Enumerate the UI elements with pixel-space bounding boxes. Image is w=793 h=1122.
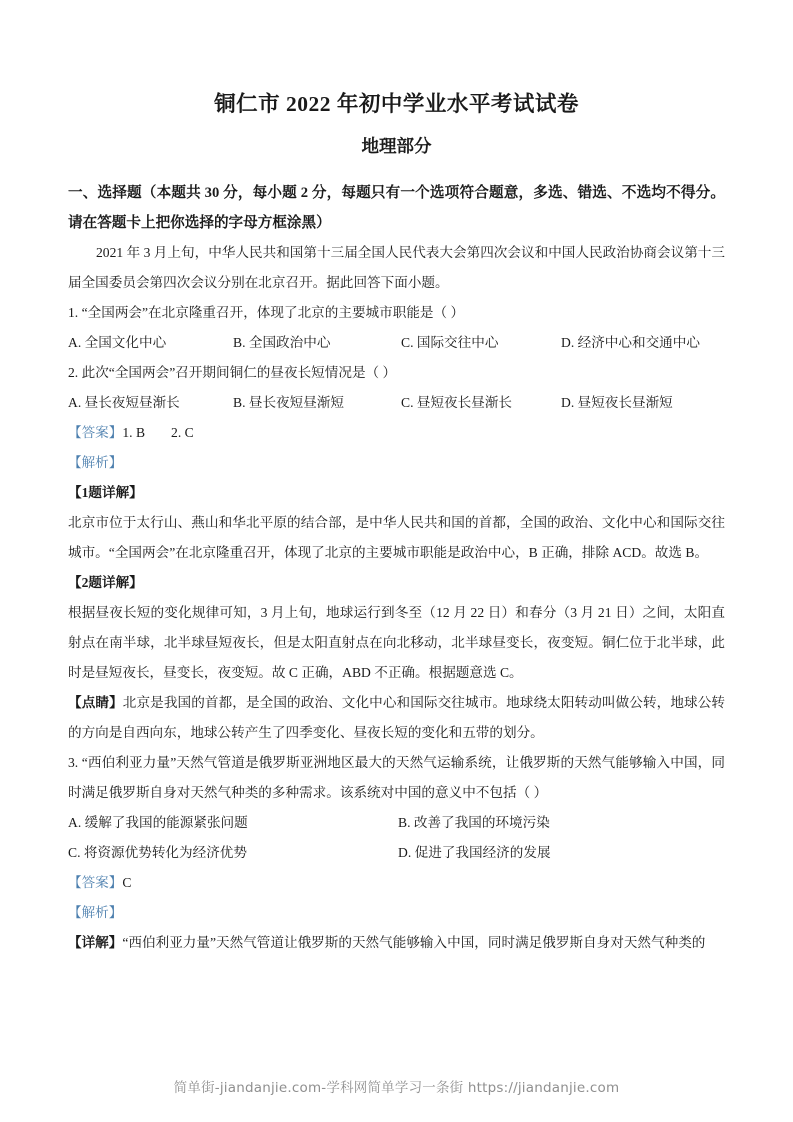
answer-value-1b: 2. C — [171, 424, 194, 440]
question-1-option-d[interactable]: D. 经济中心和交通中心 — [561, 334, 700, 350]
answer-value-2: C — [122, 874, 132, 890]
detail-3-paragraph — [68, 928, 725, 958]
question-1-options — [68, 328, 725, 358]
analysis-label-2: 【解析】 — [68, 904, 123, 920]
question-2-option-c[interactable]: C. 昼短夜长昼渐长 — [401, 394, 513, 410]
question-3-option-a[interactable]: A. 缓解了我国的能源紧张问题 — [68, 814, 248, 830]
tip-label: 【点睛】 — [68, 694, 123, 710]
question-2-text: 此次“全国两会”召开期间铜仁的昼夜长短情况是（ ） — [81, 364, 397, 380]
question-3-text: “西伯利亚力量”天然气管道是俄罗斯亚洲地区最大的天然气运输系统，让俄罗斯的天然气能够输入中国，同时满足俄罗斯自身对天然气种类的多种需求。该系统对中国的意义中不包括（ ） — [68, 754, 725, 800]
answer-label-1: 【答案】 — [68, 424, 123, 440]
question-3-options-row-1 — [68, 808, 725, 838]
question-2-option-a[interactable]: A. 昼长夜短昼渐长 — [68, 394, 180, 410]
analysis-line-1 — [68, 448, 725, 478]
page-title: 铜仁市 2022 年初中学业水平考试试卷 — [214, 92, 579, 116]
detail-3-text: “西伯利亚力量”天然气管道让俄罗斯的天然气能够输入中国，同时满足俄罗斯自身对天然气种类的 — [122, 934, 706, 950]
question-1-stem — [68, 298, 725, 328]
tip-text: 北京是我国的首都，是全国的政治、文化中心和国际交往城市。地球绕太阳转动叫做公转，地球公转的方向是自西向东，地球公转产生了四季变化、昼夜长短的变化和五带的划分。 — [68, 694, 726, 740]
question-3-option-b[interactable]: B. 改善了我国的环境污染 — [398, 814, 550, 830]
detail-3-label: 【详解】 — [68, 934, 123, 950]
section-heading: 一、选择题（本题共 30 分，每小题 2 分，每题只有一个选项符合题意，多选、错选、不选均不得分。请在答题卡上把你选择的字母方框涂黑） — [68, 184, 725, 231]
question-2-stem — [68, 358, 725, 388]
question-3-number: 3. — [68, 754, 79, 770]
question-3-option-c[interactable]: C. 将资源优势转化为经济优势 — [68, 844, 247, 860]
footer-watermark: 简单街-jiandanjie.com-学科网简单学习一条街 https://jiandanjie.com — [173, 1080, 620, 1096]
question-1-option-b[interactable]: B. 全国政治中心 — [233, 334, 331, 350]
question-3-stem — [68, 748, 725, 808]
question-2-option-b[interactable]: B. 昼长夜短昼渐短 — [233, 394, 345, 410]
answer-line-1 — [68, 418, 725, 448]
question-1-option-c[interactable]: C. 国际交往中心 — [401, 334, 499, 350]
analysis-line-2 — [68, 898, 725, 928]
question-2-option-d[interactable]: D. 昼短夜长昼渐短 — [561, 394, 673, 410]
tip-paragraph — [68, 688, 725, 748]
question-3-option-d[interactable]: D. 促进了我国经济的发展 — [398, 844, 551, 860]
page-subtitle: 地理部分 — [361, 135, 432, 156]
analysis-label-1: 【解析】 — [68, 454, 123, 470]
question-3-options-row-2 — [68, 838, 725, 868]
question-1-number: 1. — [68, 304, 79, 320]
question-1-text: “全国两会”在北京隆重召开，体现了北京的主要城市职能是（ ） — [81, 304, 465, 320]
detail-1-heading: 【1题详解】 — [68, 484, 143, 500]
answer-line-2 — [68, 868, 725, 898]
question-1-option-a[interactable]: A. 全国文化中心 — [68, 334, 167, 350]
question-2-number: 2. — [68, 364, 79, 380]
detail-1-text: 北京市位于太行山、燕山和华北平原的结合部，是中华人民共和国的首都，全国的政治、文化中心和国际交往城市。“全国两会”在北京隆重召开，体现了北京的主要城市职能是政治中心，B 正确，排除 ACD。故选 B。 — [68, 514, 725, 560]
answer-value-1a: 1. B — [122, 424, 146, 440]
detail-2-heading: 【2题详解】 — [68, 574, 143, 590]
passage-1: 2021 年 3 月上旬，中华人民共和国第十三届全国人民代表大会第四次会议和中国人民政治协商会议第十三届全国委员会第四次会议分别在北京召开。据此回答下面小题。 — [68, 244, 725, 290]
question-2-options — [68, 388, 725, 418]
detail-2-text: 根据昼夜长短的变化规律可知，3 月上旬，地球运行到冬至（12 月 22 日）和春分（3 月 21 日）之间，太阳直射点在南半球，北半球昼短夜长，但是太阳直射点在向北移动，北半球昼变长，夜变短。铜仁位于北半球，此时是昼短夜长，昼变长，夜变短。故 C 正确，ABD 不正确。根据题意选 C。 — [68, 604, 725, 680]
answer-label-2: 【答案】 — [68, 874, 123, 890]
